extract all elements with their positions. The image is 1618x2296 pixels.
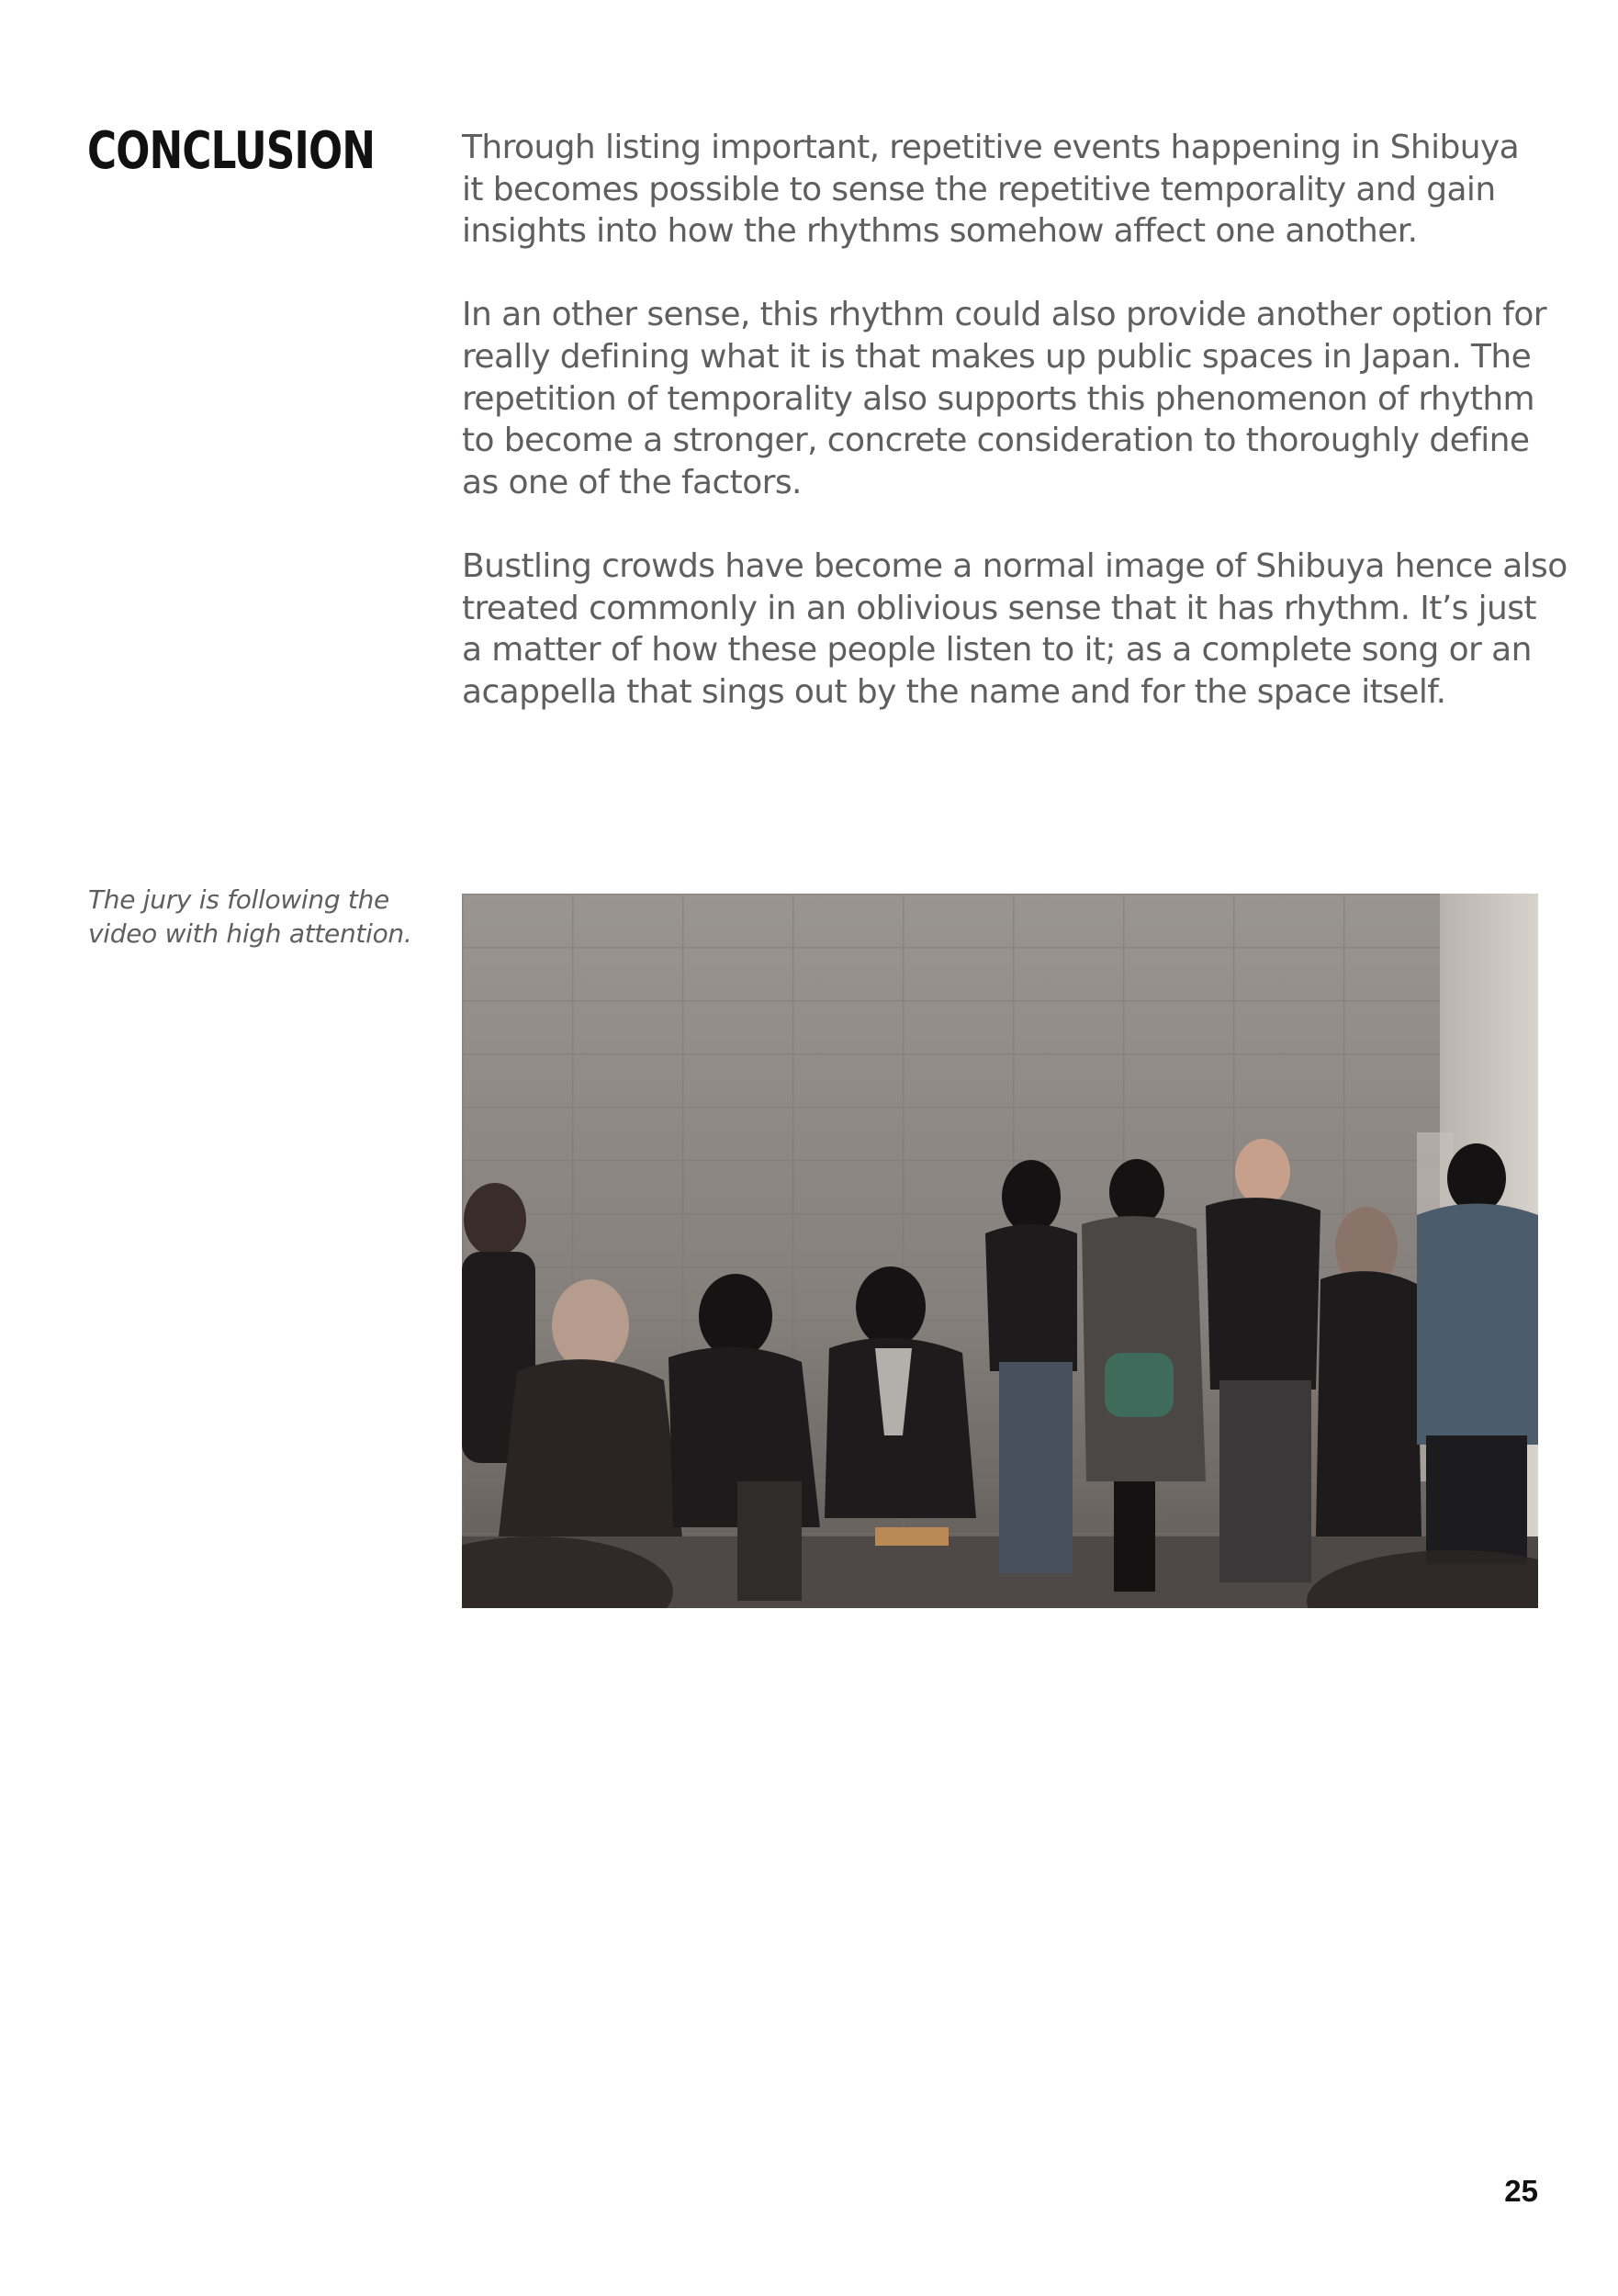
paragraph [462, 294, 1545, 503]
text-line: insights into how the rhythms somehow affect one another. [462, 212, 1418, 251]
text-line: Through listing important, repetitive events happening in Shibuya [462, 129, 1520, 166]
jury-audience-photo [462, 894, 1538, 1608]
section-heading: CONCLUSION [87, 121, 376, 181]
caption-line: The jury is following the [88, 884, 389, 915]
paragraph [462, 546, 1567, 713]
conclusion-body [462, 127, 1567, 755]
page-number: 25 [1504, 2174, 1538, 2208]
text-line: it becomes possible to sense the repetitive temporality and gain [462, 170, 1496, 208]
caption-line: video with high attention. [88, 918, 412, 949]
text-line: repetition of temporality also supports this phenomenon of rhythm [462, 379, 1535, 418]
text-line: really defining what it is that makes up public spaces in Japan. The [462, 337, 1532, 376]
text-line: a matter of how these people listen to it; as a complete song or an [462, 631, 1532, 670]
text-line: as one of the factors. [462, 463, 802, 501]
text-line: In an other sense, this rhythm could also provide another option for [462, 296, 1546, 334]
text-line: to become a stronger, concrete consideration to thoroughly define [462, 422, 1530, 460]
photo-caption [88, 883, 419, 951]
text-line: acappella that sings out by the name and for the space itself. [462, 672, 1446, 711]
paragraph [462, 127, 1545, 253]
text-line: Bustling crowds have become a normal image of Shibuya hence also [462, 546, 1567, 585]
text-line: treated commonly in an oblivious sense that it has rhythm. It’s just [462, 589, 1536, 627]
